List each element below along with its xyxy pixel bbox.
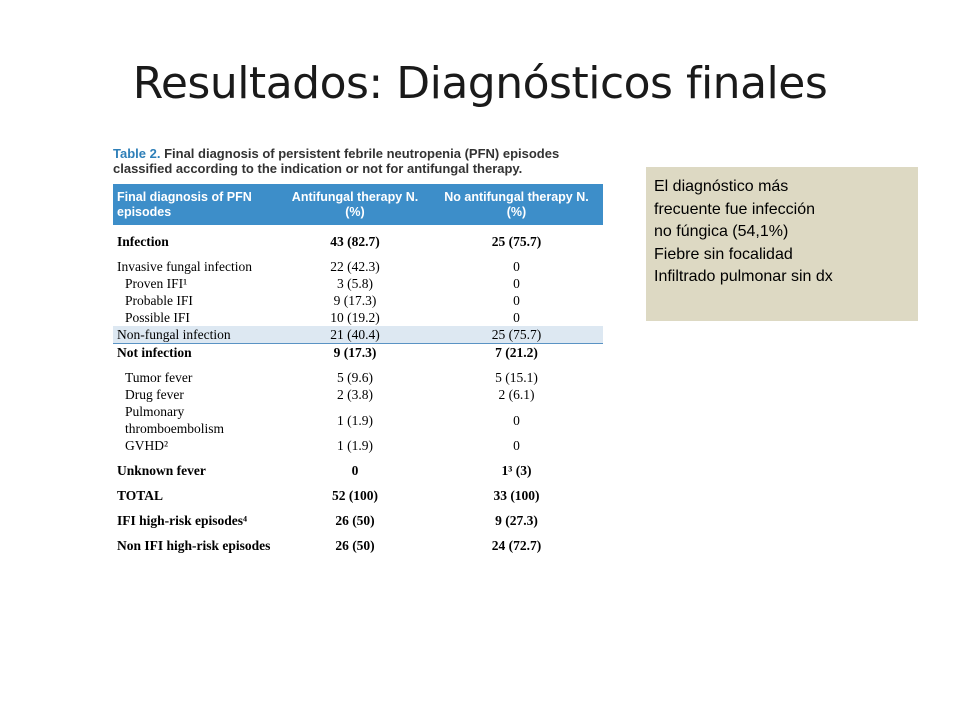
- row-no-antifungal-value: 24 (72.7): [491, 538, 542, 553]
- row-no-antifungal-value: 0: [513, 276, 520, 291]
- row-antifungal-value: 10 (19.2): [330, 310, 380, 325]
- row-no-antifungal-value: 33 (100): [493, 488, 540, 503]
- row-antifungal-value: 0: [351, 463, 359, 478]
- row-no-antifungal-value: 2 (6.1): [498, 387, 535, 402]
- row-label: Drug fever: [125, 387, 184, 402]
- row-antifungal-value: 3 (5.8): [337, 276, 373, 291]
- row-antifungal-value: 52 (100): [331, 488, 379, 503]
- row-antifungal-value: 9 (17.3): [333, 293, 377, 308]
- note-line: El diagnóstico más: [654, 178, 789, 195]
- table-row-total: [113, 479, 603, 504]
- row-antifungal-value: 2 (3.8): [337, 387, 373, 402]
- row-label: Unknown fever: [117, 463, 206, 478]
- row-no-antifungal-value: 0: [513, 412, 520, 428]
- row-no-antifungal-value: 9 (27.3): [495, 513, 538, 528]
- row-antifungal-value: 21 (40.4): [280, 326, 430, 344]
- table-row: [113, 529, 603, 554]
- row-label: Invasive fungal infection: [117, 259, 252, 274]
- table-row: [113, 386, 603, 403]
- row-label: GVHD²: [125, 438, 169, 453]
- row-no-antifungal-value: 0: [513, 310, 520, 325]
- row-antifungal-value: 26 (50): [335, 513, 375, 528]
- header-antifungal: Antifungal therapy N. (%): [291, 190, 419, 219]
- table-caption-text: Final diagnosis of persistent febrile neutropenia (PFN) episodes classified according to the indication or not for antifungal therapy.: [113, 146, 560, 176]
- table-header-row: [113, 186, 603, 225]
- row-label: Non-fungal infection: [113, 326, 280, 344]
- table-row: [113, 292, 603, 309]
- row-antifungal-value: 5 (9.6): [337, 370, 373, 385]
- row-antifungal-value: 43 (82.7): [330, 234, 380, 249]
- row-antifungal-value: 1 (1.9): [337, 438, 373, 453]
- row-no-antifungal-value: 7 (21.2): [495, 345, 538, 360]
- table-row-highlighted: [113, 326, 603, 344]
- row-no-antifungal-value: 25 (75.7): [430, 326, 603, 344]
- table-row: [113, 344, 603, 362]
- row-label: Infection: [117, 234, 169, 249]
- table-caption-label: Table 2.: [113, 146, 161, 161]
- note-line: frecuente fue infección: [654, 200, 815, 218]
- row-no-antifungal-value: 0: [513, 259, 520, 274]
- row-no-antifungal-value: 25 (75.7): [491, 234, 542, 249]
- row-label: Tumor fever: [125, 370, 193, 385]
- row-label: Probable IFI: [125, 293, 193, 308]
- row-label: TOTAL: [117, 488, 164, 503]
- table-row: [113, 403, 603, 437]
- row-antifungal-value: 9 (17.3): [333, 345, 377, 360]
- row-antifungal-value: 1 (1.9): [337, 412, 373, 428]
- table-wrapper: [113, 184, 603, 554]
- row-antifungal-value: 22 (42.3): [330, 259, 380, 274]
- table-row: [113, 275, 603, 292]
- row-label: Possible IFI: [125, 310, 190, 325]
- table-row: [113, 504, 603, 529]
- table-row: [113, 437, 603, 454]
- row-label: Proven IFI¹: [125, 276, 188, 291]
- table-row: [113, 361, 603, 386]
- table-row: [113, 250, 603, 275]
- row-label: Pulmonary thromboembolism: [125, 404, 224, 436]
- diagnosis-table: [113, 186, 603, 554]
- row-antifungal-value: 26 (50): [335, 538, 375, 553]
- row-label: Not infection: [117, 345, 192, 360]
- summary-note-box: [646, 167, 918, 321]
- table-row: [113, 309, 603, 326]
- row-label: Non IFI high-risk episodes: [117, 538, 271, 553]
- note-line: Infiltrado pulmonar sin dx: [654, 268, 833, 285]
- table-caption: [113, 146, 603, 176]
- row-no-antifungal-value: 0: [513, 293, 520, 308]
- note-line: Fiebre sin focalidad: [654, 245, 793, 263]
- table-row: [113, 454, 603, 479]
- table-figure: [113, 146, 603, 554]
- table-row: [113, 225, 603, 250]
- note-line: no fúngica (54,1%): [654, 223, 789, 240]
- row-no-antifungal-value: 5 (15.1): [495, 370, 538, 385]
- row-label: IFI high-risk episodes⁴: [117, 513, 248, 528]
- header-diagnosis: Final diagnosis of PFN episodes: [117, 190, 252, 219]
- slide-title: Resultados: Diagnósticos finales: [132, 58, 828, 109]
- row-no-antifungal-value: 1³ (3): [501, 463, 532, 478]
- row-no-antifungal-value: 0: [513, 438, 520, 453]
- header-no-antifungal: No antifungal therapy N. (%): [444, 190, 589, 219]
